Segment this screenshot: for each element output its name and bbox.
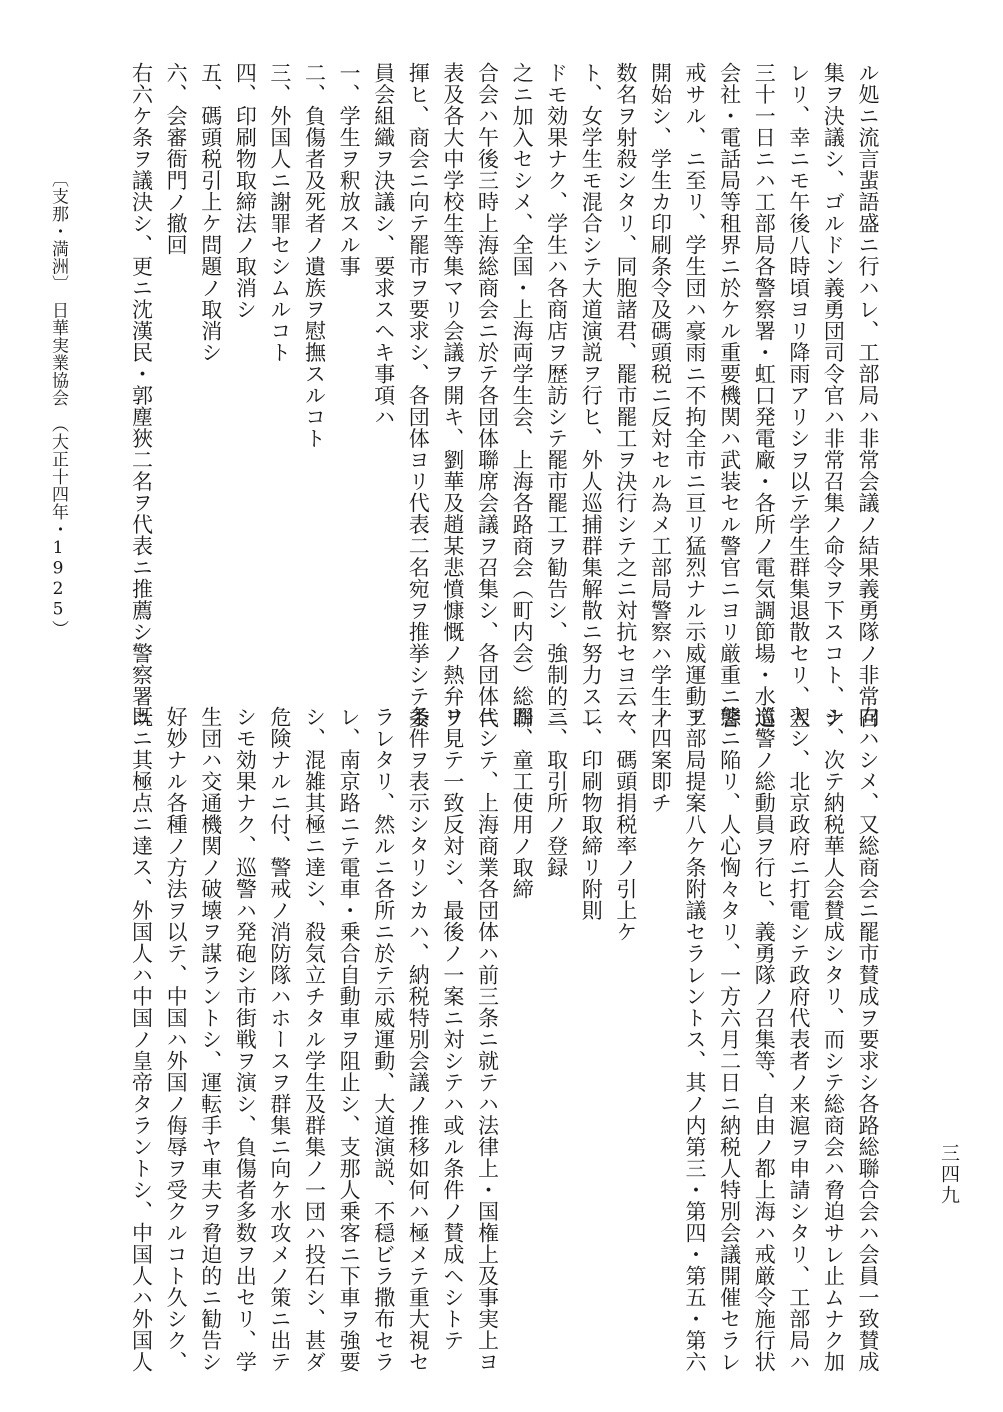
footer-caption: 〔支那・満洲〕 日華実業協会 （大正十四年・1925） xyxy=(48,170,68,638)
text-line: 合会ハ午後三時上海総商会ニ於テ各団体聯席会議ヲ召集シ、各団体代 xyxy=(475,62,500,729)
text-line: 入シ、北京政府ニ打電シテ政府代表者ノ来滬ヲ申請シタリ、工部局ハ xyxy=(786,706,811,1373)
text-line: 右六ケ条ヲ議決シ、更ニ沈漢民・郭塵狹二名ヲ代表ニ推薦シ警察署ニ xyxy=(129,62,154,729)
text-line: 之ニ加入セシメ、全国・上海両学生会、上海各路商会（町内会）総聯 xyxy=(510,62,535,729)
text-line: 既ニ其極点ニ達ス、外国人ハ中国ノ皇帝タラントシ、中国人ハ外国人 xyxy=(129,706,154,1373)
text-line: 揮ヒ、商会ニ向テ罷市ヲ要求シ、各団体ヨリ代表二名宛ヲ推挙シテ委 xyxy=(406,62,431,729)
text-line: 員会組織ヲ決議シ、要求スヘキ事項ハ xyxy=(371,62,396,428)
text-line: 開始シ、学生カ印刷条令及碼頭税ニ反対セル為メ工部局警察ハ学生十 xyxy=(648,62,673,729)
text-line: 三、取引所ノ登録 xyxy=(544,706,569,878)
text-line: 三十一日ニハ工部局各警察署・虹口発電廠・各所ノ電気調節場・水道 xyxy=(752,62,777,729)
text-line: 表及各大中学校生等集マリ会議ヲ開キ、劉華及趙某悲憤慷慨ノ熱弁ヲ xyxy=(440,62,465,729)
text-line: ドモ効果ナク、学生ハ各商店ヲ歴訪シテ罷市罷工ヲ勧告シ、強制的ニ xyxy=(544,62,569,729)
upper-text-block xyxy=(124,62,885,729)
text-line: 戒サル、ニ至リ、学生団ハ豪雨ニ不拘全市ニ亘リ猛烈ナル示威運動ヲ xyxy=(683,62,708,729)
text-line: 巡警ノ総動員ヲ行ヒ、義勇隊ノ召集等、自由ノ都上海ハ戒厳令施行状 xyxy=(752,706,777,1373)
text-line: 工部局提案八ケ条附議セラレントス、其ノ内第三・第四・第五・第六 xyxy=(683,706,708,1373)
text-line: 危険ナルニ付、警戒ノ消防隊ハホースヲ群集ニ向ケ水攻メノ策ニ出テ xyxy=(267,706,292,1373)
text-line: シモ効果ナク、巡警ハ発砲シ市街戦ヲ演シ、負傷者多数ヲ出セリ、学 xyxy=(233,706,258,1373)
text-line: ニシテ、上海商業各団体ハ前三条ニ就テハ法律上・国権上及事実上ヨ xyxy=(475,706,500,1373)
text-line: ラレタリ、然ルニ各所ニ於テ示威運動、大道演説、不穏ビラ撒布セラ xyxy=(371,706,396,1373)
text-line: 会社・電話局等租界ニ於ケル重要機関ハ武装セル警官ニヨリ厳重ニ警 xyxy=(717,62,742,729)
text-line: 二、印刷物取締リ附則 xyxy=(579,706,604,921)
page-number: 三四九 xyxy=(938,1143,960,1206)
text-line: 好妙ナル各種ノ方法ヲ以テ、中国ハ外国ノ侮辱ヲ受クルコト久シク、 xyxy=(164,706,189,1373)
text-line: シ、次テ納税華人会賛成シタリ、而シテ総商会ハ脅迫サレ止ムナク加 xyxy=(821,706,846,1373)
text-line: レリ、幸ニモ午後八時頃ヨリ降雨アリシヲ以テ学生群集退散セリ、翌 xyxy=(786,62,811,729)
text-line: 一、学生ヲ釈放スル事 xyxy=(337,62,362,277)
text-line: 四、印刷物取締法ノ取消シ xyxy=(233,62,258,320)
text-line: 生団ハ交通機関ノ破壊ヲ謀ラントシ、運転手ヤ車夫ヲ脅迫的ニ勧告シ xyxy=(198,706,223,1373)
text-line: ト、女学生モ混合シテ大道演説ヲ行ヒ、外人巡捕群集解散ニ努力スレ xyxy=(579,62,604,729)
text-line: 集ヲ決議シ、ゴルドン義勇団司令官ハ非常召集ノ命令ヲ下スコト、ナ xyxy=(821,62,846,729)
text-line: ノ四案即チ xyxy=(648,706,673,814)
text-line: リ見テ一致反対シ、最後ノ一案ニ対シテハ或ル条件ノ賛成ヘシトテ xyxy=(440,706,465,1351)
text-line: 一、碼頭捐税率ノ引上ケ xyxy=(613,706,638,943)
text-line: 四、童工使用ノ取締 xyxy=(510,706,535,900)
lower-text-block xyxy=(124,706,885,1373)
text-line: シ、混雑其極ニ達シ、殺気立チタル学生及群集ノ一団ハ投石シ、甚ダ xyxy=(302,706,327,1373)
text-line: 態ニ陥リ、人心恟々タリ、一方六月二日ニ納税人特別会議開催セラレ xyxy=(717,706,742,1373)
text-line: 三、外国人ニ謝罪セシムルコト xyxy=(267,62,292,363)
text-line: 五、碼頭税引上ケ問題ノ取消シ xyxy=(198,62,223,363)
text-line: ル処ニ流言蜚語盛ニ行ハレ、工部局ハ非常会議ノ結果義勇隊ノ非常召 xyxy=(856,62,880,729)
text-line: 向ハシメ、又総商会ニ罷市賛成ヲ要求シ各路総聯合会ハ会員一致賛成 xyxy=(856,706,880,1373)
text-line: 条件ヲ表示シタリシカハ、納税特別会議ノ推移如何ハ極メテ重大視セ xyxy=(406,706,431,1373)
text-line: 二、負傷者及死者ノ遺族ヲ慰撫スルコト xyxy=(302,62,327,449)
text-line: 六、会審衙門ノ撤回 xyxy=(164,62,189,256)
text-line: レ、南京路ニテ電車・乗合自動車ヲ阻止シ、支那人乗客ニ下車ヲ強要 xyxy=(337,706,362,1373)
text-line: 数名ヲ射殺シタリ、同胞諸君、罷市罷工ヲ決行シテ之ニ対抗セヨ云々 xyxy=(613,62,638,729)
